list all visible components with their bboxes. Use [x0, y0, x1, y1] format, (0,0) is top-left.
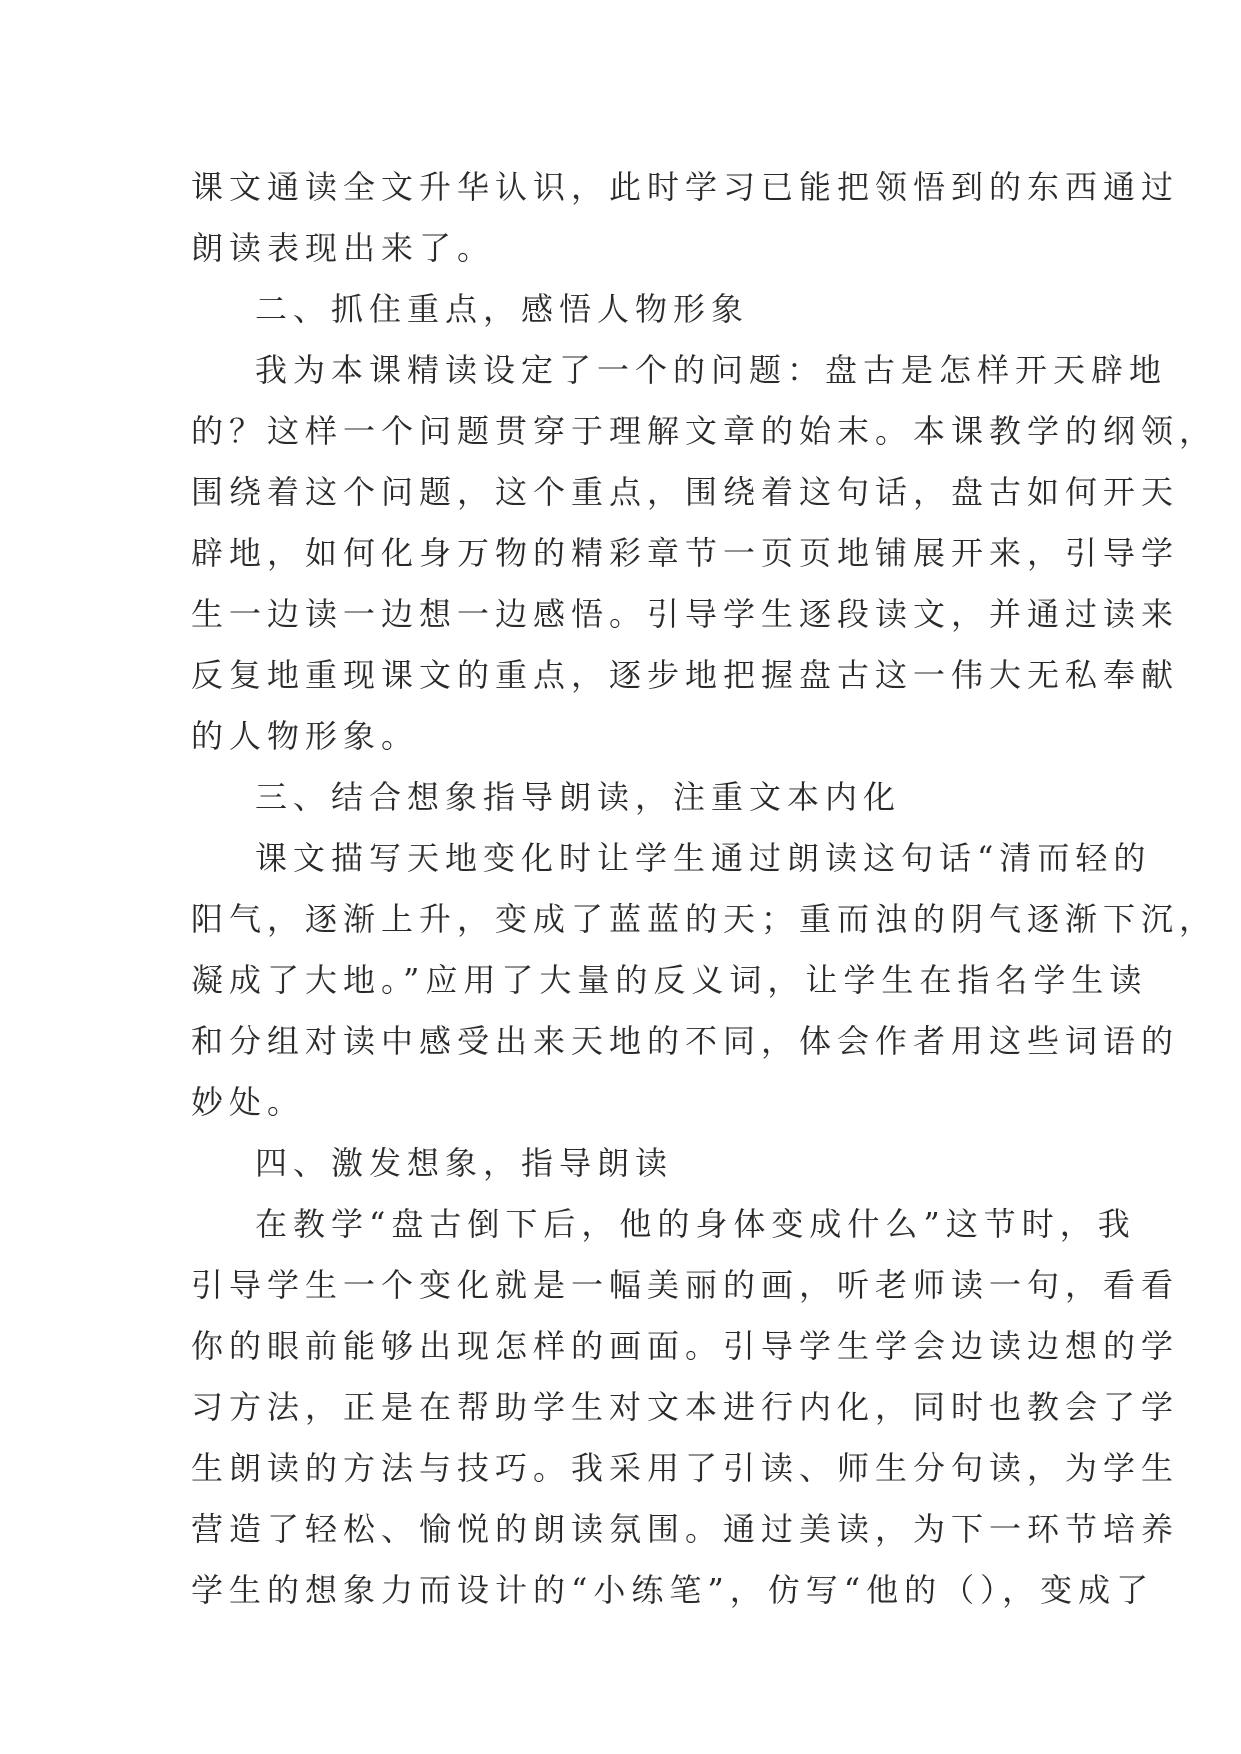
text-line: 生朗读的方法与技巧。我采用了引读、师生分句读，为学生 — [191, 1449, 1180, 1487]
text-line: 和分组对读中感受出来天地的不同，体会作者用这些词语的 — [191, 1022, 1180, 1060]
text-line: 围绕着这个问题，这个重点，围绕着这句话，盘古如何开天 — [191, 473, 1180, 511]
text-line: 课文通读全文升华认识，此时学习已能把领悟到的东西通过 — [191, 168, 1180, 206]
text-line: 营造了轻松、愉悦的朗读氛围。通过美读，为下一环节培养 — [191, 1510, 1180, 1548]
document-page — [191, 157, 1218, 1621]
text-line: 的人物形象。 — [191, 717, 420, 755]
section-heading: 二、抓住重点，感悟人物形象 — [255, 290, 750, 328]
text-line: 凝成了大地。”应用了大量的反义词，让学生在指名学生读 — [191, 961, 1148, 999]
text-line: 阳气，逐渐上升，变成了蓝蓝的天；重而浊的阴气逐渐下沉， — [191, 900, 1218, 938]
text-line: 习方法，正是在帮助学生对文本进行内化，同时也教会了学 — [191, 1388, 1180, 1426]
text-line: 反复地重现课文的重点，逐步地把握盘古这一伟大无私奉献 — [191, 656, 1180, 694]
text-line: 在教学“盘古倒下后，他的身体变成什么”这节时，我 — [255, 1205, 1136, 1243]
section-heading: 三、结合想象指导朗读，注重文本内化 — [255, 778, 902, 816]
text-line: 妙处。 — [191, 1083, 306, 1121]
text-line: 生一边读一边想一边感悟。引导学生逐段读文，并通过读来 — [191, 595, 1180, 633]
text-line: 引导学生一个变化就是一幅美丽的画，听老师读一句，看看 — [191, 1266, 1180, 1304]
section-heading: 四、激发想象，指导朗读 — [255, 1144, 674, 1182]
text-line: 学生的想象力而设计的“小练笔”，仿写“他的（），变成了 — [191, 1571, 1155, 1609]
text-line: 课文描写天地变化时让学生通过朗读这句话“清而轻的 — [255, 839, 1152, 877]
text-line: 你的眼前能够出现怎样的画面。引导学生学会边读边想的学 — [191, 1327, 1180, 1365]
text-line: 的？这样一个问题贯穿于理解文章的始末。本课教学的纲领， — [191, 412, 1218, 450]
text-line: 朗读表现出来了。 — [191, 229, 496, 267]
text-line: 我为本课精读设定了一个的问题：盘古是怎样开天辟地 — [255, 351, 1168, 389]
text-line: 辟地，如何化身万物的精彩章节一页页地铺展开来，引导学 — [191, 534, 1180, 572]
